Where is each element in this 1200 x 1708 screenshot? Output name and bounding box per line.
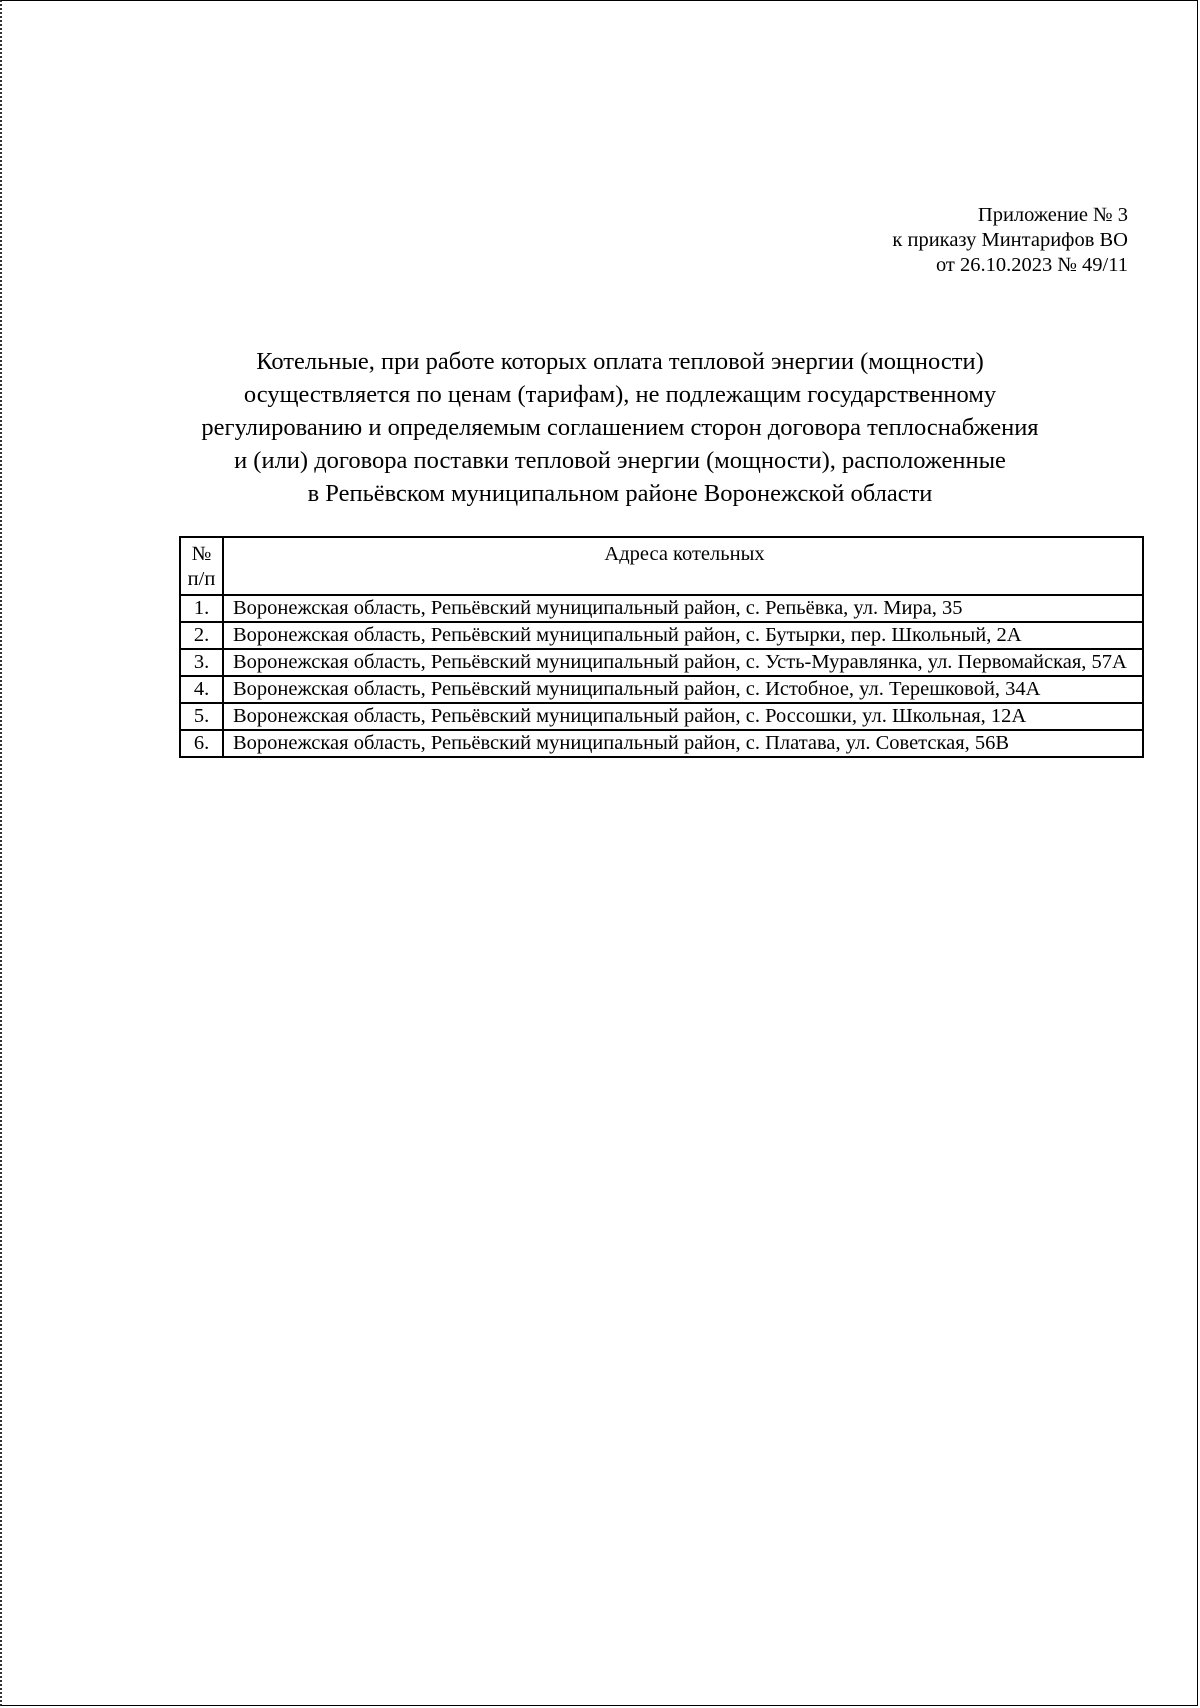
column-header-address: Адреса котельных [223,537,1143,595]
document-title [140,345,1100,510]
appendix-number: Приложение № 3 [977,204,1128,226]
table-header-row [180,537,1143,595]
title-line: осуществляется по ценам (тарифам), не подлежащим государственному [243,381,997,408]
column-header-number-abbr: п/п [187,568,216,590]
title-line: Котельные, при работе которых оплата тепловой энергии (мощности) [256,348,984,375]
table-row [180,730,1143,757]
table-row [180,649,1143,676]
boiler-addresses-table [179,536,1144,758]
title-line: в Репьёвском муниципальном районе Воронежской области [307,480,933,507]
row-address: Воронежская область, Репьёвский муниципальный район, с. Платава, ул. Советская, 56В [223,730,1143,757]
row-number: 1. [180,595,223,622]
row-number: 6. [180,730,223,757]
table-row [180,676,1143,703]
row-address: Воронежская область, Репьёвский муниципальный район, с. Бутырки, пер. Школьный, 2А [223,622,1143,649]
row-number: 4. [180,676,223,703]
table-row [180,622,1143,649]
column-header-number-symbol: № [191,543,212,565]
title-line: и (или) договора поставки тепловой энергии (мощности), расположенные [234,447,1006,474]
appendix-order-date: от 26.10.2023 № 49/11 [935,254,1128,276]
table-row [180,703,1143,730]
column-header-number [180,537,223,595]
appendix-reference [892,203,1128,278]
title-line: регулированию и определяемым соглашением сторон договора теплоснабжения [201,414,1039,441]
appendix-order-ref: к приказу Минтарифов ВО [892,229,1128,251]
row-address: Воронежская область, Репьёвский муниципальный район, с. Истобное, ул. Терешковой, 34А [223,676,1143,703]
row-address: Воронежская область, Репьёвский муниципальный район, с. Усть-Муравлянка, ул. Первомайская, 57А [223,649,1143,676]
row-number: 5. [180,703,223,730]
row-address: Воронежская область, Репьёвский муниципальный район, с. Репьёвка, ул. Мира, 35 [223,595,1143,622]
row-address: Воронежская область, Репьёвский муниципальный район, с. Россошки, ул. Школьная, 12А [223,703,1143,730]
row-number: 2. [180,622,223,649]
table-row [180,595,1143,622]
row-number: 3. [180,649,223,676]
